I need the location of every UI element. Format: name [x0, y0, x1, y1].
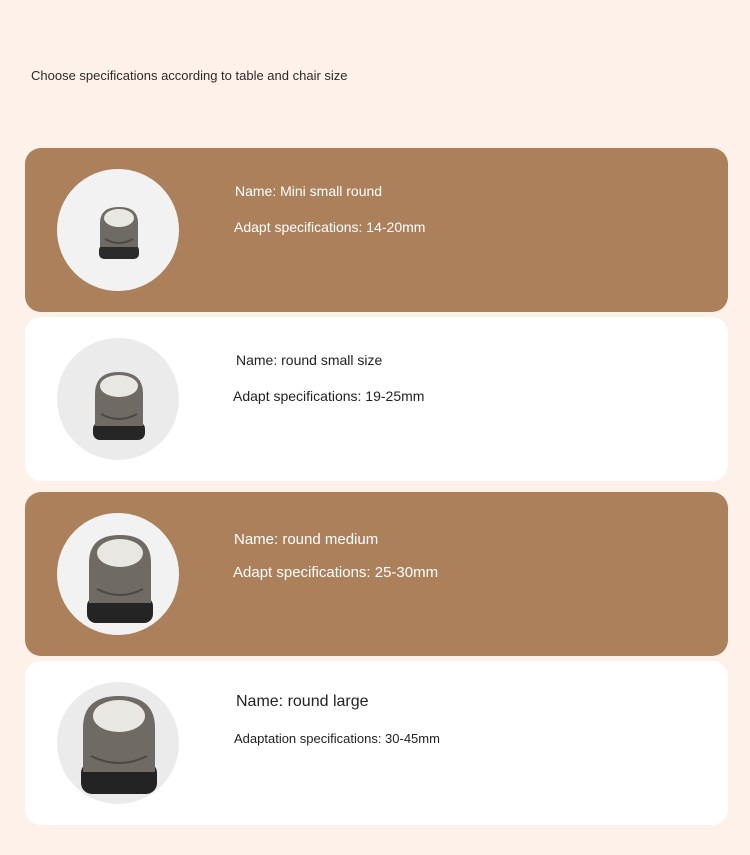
product-name: Name: Mini small round: [235, 183, 383, 199]
product-name: Name: round large: [236, 693, 369, 710]
product-card-mini[interactable]: [25, 148, 728, 312]
product-spec: Adapt specifications: 19-25mm: [233, 388, 425, 404]
product-image-mini: [57, 169, 179, 291]
product-spec: Adaptation specifications: 30-45mm: [234, 731, 440, 746]
product-spec: Adapt specifications: 25-30mm: [233, 564, 439, 581]
small-cap-icon: [57, 338, 179, 460]
product-image-medium: [57, 513, 179, 635]
medium-cap-icon: [57, 513, 179, 635]
intro-text: Choose specifications according to table and chair size: [31, 68, 348, 83]
product-image-small: [57, 338, 179, 460]
product-card-small[interactable]: [25, 317, 728, 481]
product-name: Name: round medium: [234, 531, 379, 548]
product-image-large: [57, 682, 179, 804]
large-cap-icon: [57, 682, 179, 804]
product-name: Name: round small size: [236, 352, 383, 368]
product-spec: Adapt specifications: 14-20mm: [234, 219, 426, 235]
mini-cap-icon: [57, 169, 179, 291]
product-card-medium[interactable]: [25, 492, 728, 656]
product-card-large[interactable]: [25, 661, 728, 825]
